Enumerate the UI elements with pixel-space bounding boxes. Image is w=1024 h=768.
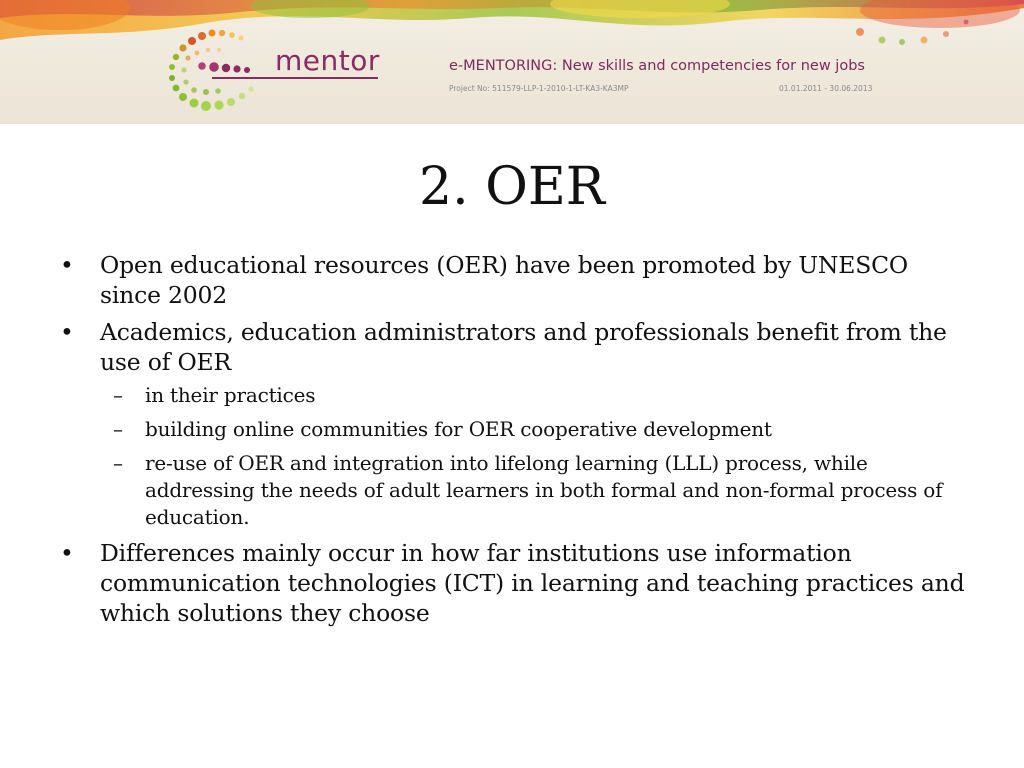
sub-bullet-text: re-use of OER and integration into lifelong learning (LLL) process, while addressing the needs of adult learners in both formal and non-formal process of education. xyxy=(145,451,943,529)
project-dates: 01.01.2011 - 30.06.2013 xyxy=(779,84,873,93)
bullet-text: Open educational resources (OER) have been promoted by UNESCO since 2002 xyxy=(100,251,908,309)
slide-title: 2. OER xyxy=(419,157,605,217)
sub-bullet-item xyxy=(60,416,970,443)
bullet-marker: • xyxy=(60,251,74,279)
bullet-text: Differences mainly occur in how far institutions use information communication technologies (ICT) in learning and teaching practices and which solutions they choose xyxy=(100,539,965,627)
sub-bullet-item xyxy=(60,450,970,531)
sub-bullet-list xyxy=(60,382,970,531)
bullet-text: Academics, education administrators and professionals benefit from the use of OER xyxy=(100,318,947,376)
project-number: Project No: 511579-LLP-1-2010-1-LT-KA3-KA3MP xyxy=(449,84,629,93)
brand-logo-text: mentor xyxy=(275,44,380,77)
bullet-item xyxy=(60,538,970,628)
bullet-marker: • xyxy=(60,318,74,346)
sub-bullet-item xyxy=(60,382,970,409)
bullet-marker: • xyxy=(60,539,74,567)
header-banner xyxy=(0,0,1024,124)
sub-bullet-marker: – xyxy=(113,451,123,475)
bullet-list xyxy=(60,250,970,635)
sub-bullet-marker: – xyxy=(113,417,123,441)
mentor-logo-icon xyxy=(162,26,274,120)
sub-bullet-marker: – xyxy=(113,383,123,407)
bullet-item xyxy=(60,317,970,377)
bullet-item xyxy=(60,250,970,310)
brand-underline xyxy=(212,77,378,79)
banner-title: e-MENTORING: New skills and competencies for new jobs xyxy=(449,58,865,74)
sub-bullet-text: in their practices xyxy=(145,383,316,407)
sub-bullet-text: building online communities for OER cooperative development xyxy=(145,417,772,441)
